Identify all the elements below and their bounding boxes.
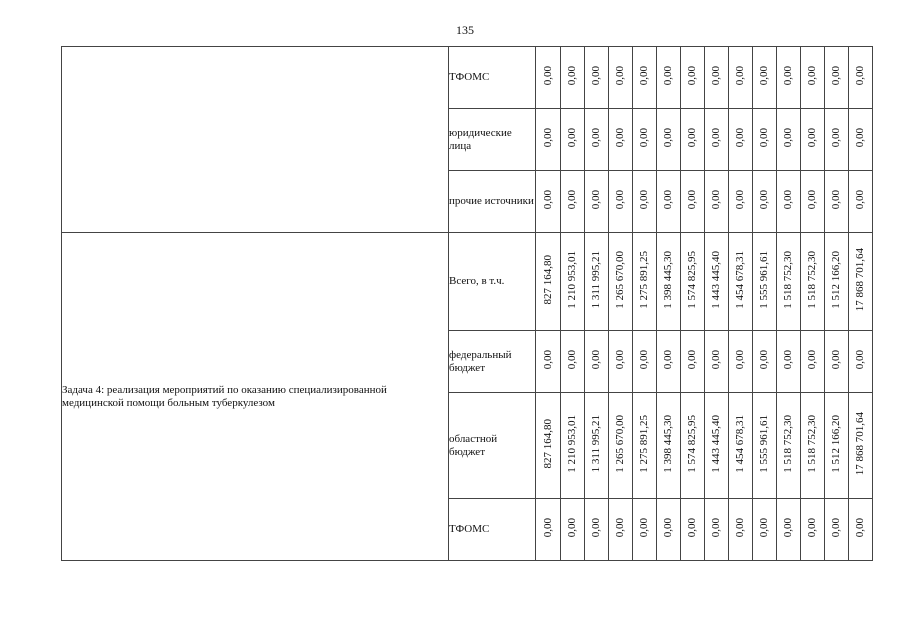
- value-cell: [753, 47, 777, 109]
- value-text: 1 210 953,01: [566, 250, 578, 309]
- value-cell: [657, 47, 681, 109]
- value-cell: [801, 331, 825, 393]
- value-cell: [777, 109, 801, 171]
- funding-source-cell: юридические лица: [449, 109, 536, 171]
- value-text: 0,00: [686, 349, 698, 370]
- value-cell: [609, 331, 633, 393]
- value-cell: [536, 331, 561, 393]
- page-number: 135: [456, 23, 474, 37]
- value-text: 827 164,80: [541, 418, 554, 469]
- value-text: 1 518 752,30: [782, 250, 794, 309]
- value-cell: [777, 233, 801, 331]
- value-text: 0,00: [734, 189, 746, 210]
- value-text: 0,00: [614, 65, 626, 86]
- value-text: 1 398 445,30: [662, 414, 674, 473]
- value-text: 0,00: [758, 189, 770, 210]
- task-cell: [62, 47, 449, 233]
- value-cell: [585, 393, 609, 499]
- value-text: 0,00: [638, 65, 650, 86]
- value-text: 0,00: [782, 65, 794, 86]
- value-text: 0,00: [830, 65, 842, 86]
- value-cell: [825, 109, 849, 171]
- table-row: [62, 233, 873, 331]
- value-text: 0,00: [662, 189, 674, 210]
- value-cell: [825, 47, 849, 109]
- value-cell: [609, 109, 633, 171]
- value-cell: [825, 331, 849, 393]
- funding-source-cell: Всего, в т.ч.: [449, 233, 536, 331]
- value-text: 0,00: [710, 65, 722, 86]
- value-text: 0,00: [686, 189, 698, 210]
- value-cell: [657, 109, 681, 171]
- value-cell: [633, 109, 657, 171]
- value-text: 0,00: [614, 517, 626, 538]
- value-cell: [536, 109, 561, 171]
- value-cell: [801, 109, 825, 171]
- value-cell: [753, 331, 777, 393]
- value-text: 0,00: [566, 517, 578, 538]
- value-text: 0,00: [710, 127, 722, 148]
- value-cell: [609, 499, 633, 561]
- value-text: 0,00: [758, 349, 770, 370]
- value-text: 1 555 961,61: [758, 414, 770, 473]
- value-text: 0,00: [662, 349, 674, 370]
- value-text: 0,00: [566, 189, 578, 210]
- value-cell: [609, 47, 633, 109]
- value-cell: [585, 499, 609, 561]
- value-text: 827 164,80: [541, 254, 554, 305]
- value-text: 0,00: [590, 189, 602, 210]
- value-cell: [633, 171, 657, 233]
- value-text: 0,00: [638, 349, 650, 370]
- value-cell: [609, 171, 633, 233]
- value-text: 0,00: [662, 65, 674, 86]
- value-cell: [681, 109, 705, 171]
- funding-table: [61, 46, 873, 561]
- value-cell: [777, 331, 801, 393]
- value-text: 0,00: [830, 127, 842, 148]
- value-text: 0,00: [614, 349, 626, 370]
- value-cell: [561, 233, 585, 331]
- value-text: 0,00: [782, 189, 794, 210]
- value-text: 0,00: [566, 127, 578, 148]
- value-text: 0,00: [734, 517, 746, 538]
- value-cell: [849, 331, 873, 393]
- value-cell: [561, 393, 585, 499]
- value-text: 1 518 752,30: [782, 414, 794, 473]
- value-text: 0,00: [614, 127, 626, 148]
- value-cell: [849, 233, 873, 331]
- value-cell: [705, 109, 729, 171]
- table-row: [62, 47, 873, 109]
- value-text: 0,00: [854, 127, 866, 148]
- value-text: 0,00: [806, 517, 818, 538]
- value-cell: [609, 233, 633, 331]
- value-text: 0,00: [686, 517, 698, 538]
- value-text: 0,00: [541, 349, 554, 370]
- funding-source-cell: ТФОМС: [449, 47, 536, 109]
- value-cell: [849, 499, 873, 561]
- value-cell: [633, 331, 657, 393]
- value-cell: [536, 233, 561, 331]
- value-text: 0,00: [566, 349, 578, 370]
- value-text: 0,00: [830, 349, 842, 370]
- value-cell: [681, 233, 705, 331]
- value-cell: [777, 393, 801, 499]
- value-cell: [753, 171, 777, 233]
- value-cell: [801, 171, 825, 233]
- value-cell: [633, 233, 657, 331]
- value-cell: [536, 47, 561, 109]
- value-cell: [825, 233, 849, 331]
- value-cell: [585, 331, 609, 393]
- value-text: 0,00: [854, 517, 866, 538]
- value-text: 0,00: [541, 517, 554, 538]
- value-cell: [753, 393, 777, 499]
- value-cell: [849, 47, 873, 109]
- value-cell: [585, 47, 609, 109]
- value-cell: [849, 109, 873, 171]
- value-text: 1 443 445,40: [710, 414, 722, 473]
- value-text: 0,00: [710, 349, 722, 370]
- value-text: 1 518 752,30: [806, 250, 818, 309]
- value-text: 1 398 445,30: [662, 250, 674, 309]
- value-text: 0,00: [686, 65, 698, 86]
- value-text: 0,00: [758, 127, 770, 148]
- value-text: 0,00: [686, 127, 698, 148]
- value-cell: [561, 171, 585, 233]
- value-cell: [729, 171, 753, 233]
- value-text: 0,00: [566, 65, 578, 86]
- value-text: 1 518 752,30: [806, 414, 818, 473]
- value-text: 0,00: [758, 517, 770, 538]
- value-text: 1 454 678,31: [734, 250, 746, 309]
- value-text: 0,00: [782, 349, 794, 370]
- value-cell: [849, 393, 873, 499]
- value-cell: [705, 233, 729, 331]
- value-cell: [705, 47, 729, 109]
- value-cell: [729, 47, 753, 109]
- value-cell: [705, 171, 729, 233]
- value-text: 0,00: [854, 349, 866, 370]
- value-cell: [657, 499, 681, 561]
- value-text: 0,00: [782, 517, 794, 538]
- value-text: 1 454 678,31: [734, 414, 746, 473]
- value-cell: [561, 109, 585, 171]
- value-text: 0,00: [541, 65, 554, 86]
- value-text: 1 555 961,61: [758, 250, 770, 309]
- value-cell: [705, 331, 729, 393]
- funding-source-cell: ТФОМС: [449, 499, 536, 561]
- value-text: 0,00: [854, 189, 866, 210]
- value-cell: [633, 499, 657, 561]
- value-cell: [561, 499, 585, 561]
- value-text: 1 265 670,00: [614, 414, 626, 473]
- funding-source-cell: областной бюджет: [449, 393, 536, 499]
- value-text: 1 512 166,20: [830, 414, 842, 473]
- value-cell: [825, 393, 849, 499]
- value-cell: [705, 499, 729, 561]
- value-text: 1 275 891,25: [638, 414, 650, 473]
- value-text: 0,00: [590, 65, 602, 86]
- value-cell: [657, 171, 681, 233]
- funding-source-cell: федеральный бюджет: [449, 331, 536, 393]
- value-cell: [585, 233, 609, 331]
- value-text: 0,00: [806, 127, 818, 148]
- value-cell: [681, 499, 705, 561]
- value-cell: [536, 393, 561, 499]
- funding-source-cell: прочие источники: [449, 171, 536, 233]
- value-cell: [536, 499, 561, 561]
- value-text: 0,00: [782, 127, 794, 148]
- value-cell: [585, 109, 609, 171]
- value-text: 0,00: [734, 127, 746, 148]
- value-text: 1 512 166,20: [830, 250, 842, 309]
- value-text: 0,00: [830, 189, 842, 210]
- value-text: 17 868 701,64: [854, 247, 866, 312]
- value-cell: [729, 233, 753, 331]
- value-cell: [681, 393, 705, 499]
- value-text: 0,00: [710, 517, 722, 538]
- value-text: 0,00: [541, 127, 554, 148]
- value-cell: [753, 109, 777, 171]
- value-text: 1 265 670,00: [614, 250, 626, 309]
- value-cell: [753, 499, 777, 561]
- value-cell: [561, 331, 585, 393]
- value-cell: [825, 171, 849, 233]
- value-cell: [729, 393, 753, 499]
- value-text: 0,00: [734, 349, 746, 370]
- value-text: 0,00: [590, 517, 602, 538]
- value-text: 0,00: [638, 517, 650, 538]
- value-text: 0,00: [638, 127, 650, 148]
- value-cell: [729, 499, 753, 561]
- value-cell: [801, 233, 825, 331]
- value-cell: [657, 331, 681, 393]
- value-text: 0,00: [662, 127, 674, 148]
- value-cell: [657, 393, 681, 499]
- value-text: 1 311 995,21: [590, 414, 602, 473]
- value-text: 0,00: [806, 349, 818, 370]
- value-text: 1 275 891,25: [638, 250, 650, 309]
- value-cell: [536, 171, 561, 233]
- value-text: 0,00: [758, 65, 770, 86]
- value-cell: [753, 233, 777, 331]
- value-text: 0,00: [806, 189, 818, 210]
- value-text: 0,00: [638, 189, 650, 210]
- value-cell: [633, 47, 657, 109]
- value-cell: [729, 331, 753, 393]
- value-text: 1 311 995,21: [590, 250, 602, 309]
- value-cell: [633, 393, 657, 499]
- value-cell: [657, 233, 681, 331]
- value-text: 17 868 701,64: [854, 411, 866, 476]
- value-cell: [777, 499, 801, 561]
- value-text: 0,00: [830, 517, 842, 538]
- value-text: 0,00: [662, 517, 674, 538]
- value-cell: [801, 47, 825, 109]
- value-text: 0,00: [734, 65, 746, 86]
- value-cell: [609, 393, 633, 499]
- value-text: 0,00: [710, 189, 722, 210]
- value-cell: [801, 393, 825, 499]
- value-cell: [777, 171, 801, 233]
- value-cell: [585, 171, 609, 233]
- value-cell: [705, 393, 729, 499]
- value-text: 1 574 825,95: [686, 250, 698, 309]
- value-cell: [777, 47, 801, 109]
- task-cell: Задача 4: реализация мероприятий по оказанию специализированной медицинской помощи больным туберкулезом: [62, 233, 449, 561]
- value-text: 1 443 445,40: [710, 250, 722, 309]
- value-cell: [681, 331, 705, 393]
- value-cell: [801, 499, 825, 561]
- value-text: 1 210 953,01: [566, 414, 578, 473]
- value-cell: [729, 109, 753, 171]
- value-cell: [849, 171, 873, 233]
- value-text: 0,00: [854, 65, 866, 86]
- value-text: 0,00: [541, 189, 554, 210]
- value-text: 0,00: [806, 65, 818, 86]
- value-text: 0,00: [590, 127, 602, 148]
- value-cell: [561, 47, 585, 109]
- value-text: 1 574 825,95: [686, 414, 698, 473]
- value-text: 0,00: [614, 189, 626, 210]
- value-cell: [681, 47, 705, 109]
- value-cell: [681, 171, 705, 233]
- value-cell: [825, 499, 849, 561]
- value-text: 0,00: [590, 349, 602, 370]
